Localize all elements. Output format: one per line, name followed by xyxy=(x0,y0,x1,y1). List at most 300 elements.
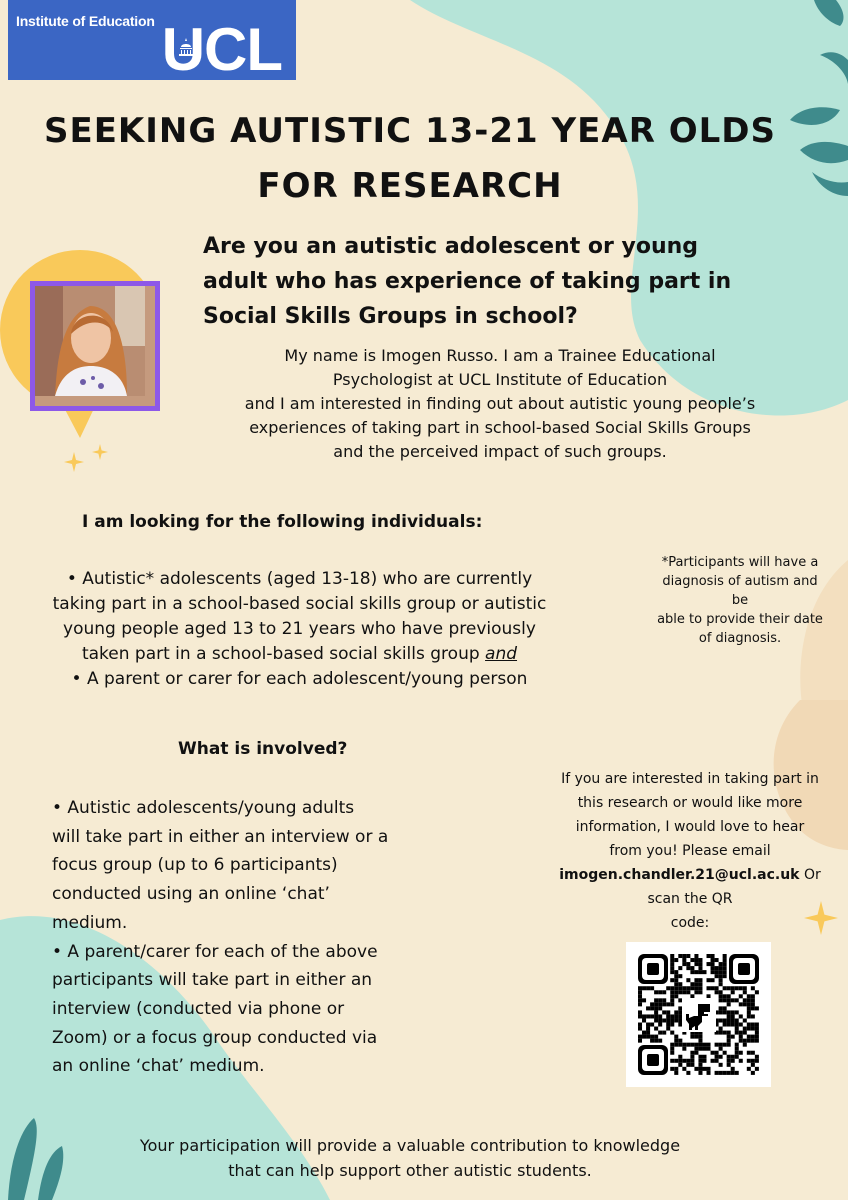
qr-module xyxy=(666,986,670,990)
qr-module xyxy=(638,986,642,990)
qr-module xyxy=(735,998,739,1002)
qr-module xyxy=(686,962,690,966)
qr-module xyxy=(723,954,727,958)
intro-line: and the perceived impact of such groups. xyxy=(333,442,667,461)
qr-module xyxy=(711,970,715,974)
list-line: young people aged 13 to 21 years who have previously xyxy=(63,619,536,639)
qr-module xyxy=(715,1051,719,1055)
qr-module xyxy=(702,1059,706,1063)
qr-module xyxy=(674,1043,678,1047)
qr-module xyxy=(658,1018,662,1022)
qr-module xyxy=(707,978,711,982)
qr-module xyxy=(731,1071,735,1075)
qr-module xyxy=(727,1043,731,1047)
qr-module xyxy=(751,1027,755,1031)
qr-module xyxy=(707,1067,711,1071)
qr-module xyxy=(654,1002,658,1006)
qr-module xyxy=(662,1002,666,1006)
qr-module xyxy=(698,958,702,962)
qr-module xyxy=(731,998,735,1002)
qr-module xyxy=(670,1023,674,1027)
qr-module xyxy=(674,1039,678,1043)
qr-module xyxy=(674,958,678,962)
qr-module xyxy=(698,1035,702,1039)
institute-label: Institute of Education xyxy=(16,13,155,29)
qr-module xyxy=(670,1014,674,1018)
qr-module xyxy=(698,990,702,994)
list-line: participants will take part in either an xyxy=(52,970,373,991)
list-line: an online ‘chat’ medium. xyxy=(52,1056,265,1077)
qr-module xyxy=(674,978,678,982)
qr-module xyxy=(702,1067,706,1071)
qr-module xyxy=(727,1059,731,1063)
qr-module xyxy=(735,1031,739,1035)
qr-module xyxy=(662,1010,666,1014)
qr-module xyxy=(686,978,690,982)
qr-module xyxy=(670,1018,674,1022)
qr-module xyxy=(731,1067,735,1071)
qr-module xyxy=(690,970,694,974)
qr-module xyxy=(670,1043,674,1047)
qr-module xyxy=(638,1002,642,1006)
intro-line: experiences of taking part in school-based Social Skills Groups xyxy=(249,418,751,437)
qr-module xyxy=(670,978,674,982)
contact-line: If you are interested in taking part in xyxy=(561,771,819,787)
qr-module xyxy=(727,986,731,990)
qr-module xyxy=(658,1002,662,1006)
qr-module xyxy=(747,994,751,998)
qr-module xyxy=(678,982,682,986)
qr-module xyxy=(715,1059,719,1063)
qr-module xyxy=(719,1018,723,1022)
qr-module xyxy=(690,1055,694,1059)
qr-module xyxy=(670,970,674,974)
qr-module xyxy=(755,1023,759,1027)
qr-module xyxy=(642,1014,646,1018)
qr-module xyxy=(723,1023,727,1027)
qr-module xyxy=(670,1051,674,1055)
qr-module xyxy=(751,1071,755,1075)
qr-module xyxy=(654,1027,658,1031)
contact-line: Or xyxy=(799,867,821,883)
qr-module xyxy=(642,1035,646,1039)
qr-module xyxy=(662,1018,666,1022)
qr-module xyxy=(747,1010,751,1014)
qr-module xyxy=(686,1063,690,1067)
qr-module xyxy=(743,1043,747,1047)
qr-module xyxy=(638,1010,642,1014)
page-title xyxy=(30,104,790,214)
qr-module xyxy=(715,1043,719,1047)
qr-module xyxy=(694,986,698,990)
qr-module xyxy=(690,1063,694,1067)
qr-module xyxy=(727,1039,731,1043)
qr-module xyxy=(694,978,698,982)
qr-module xyxy=(670,1059,674,1063)
list-item xyxy=(52,794,432,938)
qr-module xyxy=(727,1010,731,1014)
qr-module xyxy=(694,962,698,966)
qr-module xyxy=(731,1010,735,1014)
qr-module xyxy=(702,970,706,974)
qr-module xyxy=(690,994,694,998)
qr-module xyxy=(674,974,678,978)
list-item xyxy=(12,567,587,667)
qr-module xyxy=(751,1059,755,1063)
qr-module xyxy=(747,1006,751,1010)
qr-module xyxy=(694,1043,698,1047)
qr-module xyxy=(690,958,694,962)
qr-module xyxy=(719,962,723,966)
qr-module xyxy=(715,990,719,994)
qr-module xyxy=(747,1014,751,1018)
qr-module xyxy=(658,1023,662,1027)
qr-finder-bottom-left xyxy=(638,1045,668,1075)
qr-module xyxy=(678,1055,682,1059)
qr-module xyxy=(743,1018,747,1022)
qr-module xyxy=(682,1059,686,1063)
qr-module xyxy=(719,970,723,974)
qr-module xyxy=(743,1002,747,1006)
qr-module xyxy=(723,1006,727,1010)
qr-module xyxy=(727,1014,731,1018)
qr-module xyxy=(678,1006,682,1010)
qr-module xyxy=(743,1027,747,1031)
qr-module xyxy=(698,982,702,986)
qr-module xyxy=(715,986,719,990)
qr-module xyxy=(698,1055,702,1059)
footnote-line: *Participants will have a xyxy=(661,555,819,570)
qr-module xyxy=(755,1055,759,1059)
qr-module xyxy=(743,998,747,1002)
qr-module xyxy=(702,1055,706,1059)
qr-module xyxy=(638,1014,642,1018)
qr-module xyxy=(694,958,698,962)
qr-module xyxy=(711,954,715,958)
qr-module xyxy=(674,1014,678,1018)
qr-module xyxy=(723,974,727,978)
qr-module xyxy=(670,966,674,970)
qr-module xyxy=(747,1039,751,1043)
qr-module xyxy=(727,1018,731,1022)
qr-module xyxy=(694,990,698,994)
qr-module xyxy=(727,1002,731,1006)
qr-module xyxy=(658,1006,662,1010)
qr-module xyxy=(715,958,719,962)
qr-module xyxy=(751,1014,755,1018)
intro-line: and I am interested in finding out about autistic young people’s xyxy=(244,394,756,413)
intro-line: My name is Imogen Russo. I am a Trainee Educational xyxy=(284,346,716,365)
qr-module xyxy=(747,1059,751,1063)
qr-module xyxy=(698,1047,702,1051)
contact-line: code: xyxy=(670,915,710,931)
qr-module xyxy=(654,1006,658,1010)
qr-module xyxy=(739,1002,743,1006)
qr-module xyxy=(707,962,711,966)
qr-module xyxy=(751,986,755,990)
qr-module xyxy=(731,986,735,990)
qr-module xyxy=(670,1031,674,1035)
qr-module xyxy=(674,970,678,974)
involved-heading: What is involved? xyxy=(178,739,348,759)
qr-module xyxy=(698,1059,702,1063)
closing-statement xyxy=(60,1133,760,1183)
qr-module xyxy=(719,1031,723,1035)
qr-module xyxy=(670,958,674,962)
qr-module xyxy=(694,1067,698,1071)
qr-module xyxy=(686,990,690,994)
qr-module xyxy=(650,1006,654,1010)
qr-module xyxy=(690,1043,694,1047)
qr-module xyxy=(674,990,678,994)
list-line: conducted using an online ‘chat’ xyxy=(52,884,330,905)
qr-module xyxy=(698,966,702,970)
qr-module xyxy=(666,1027,670,1031)
qr-module xyxy=(678,1018,682,1022)
qr-module xyxy=(654,1014,658,1018)
portrait-illustration xyxy=(35,286,145,396)
qr-module xyxy=(747,1023,751,1027)
qr-module xyxy=(723,998,727,1002)
title-line: FOR RESEARCH xyxy=(257,166,563,206)
qr-module xyxy=(711,962,715,966)
qr-module xyxy=(727,994,731,998)
list-line: • Autistic adolescents/young adults xyxy=(52,798,355,818)
qr-module xyxy=(727,1031,731,1035)
involvement-list xyxy=(52,794,432,1081)
qr-module xyxy=(739,986,743,990)
qr-module xyxy=(686,1043,690,1047)
qr-module xyxy=(650,1035,654,1039)
intro-line: Psychologist at UCL Institute of Education xyxy=(332,370,668,389)
email-link[interactable]: imogen.chandler.21@ucl.ac.uk xyxy=(559,867,800,883)
qr-module xyxy=(682,1043,686,1047)
researcher-photo xyxy=(30,281,160,411)
qr-module xyxy=(666,1018,670,1022)
qr-module xyxy=(707,1047,711,1051)
qr-module xyxy=(638,1027,642,1031)
qr-module xyxy=(686,954,690,958)
qr-module xyxy=(719,1047,723,1051)
qr-module xyxy=(682,986,686,990)
qr-module xyxy=(698,978,702,982)
qr-code[interactable] xyxy=(626,942,771,1087)
qr-module xyxy=(670,986,674,990)
qr-module xyxy=(650,1023,654,1027)
qr-module xyxy=(739,1035,743,1039)
qr-module xyxy=(654,1039,658,1043)
qr-module xyxy=(694,982,698,986)
qr-module xyxy=(723,1018,727,1022)
qr-finder-top-right xyxy=(729,954,759,984)
contact-line: information, I would love to hear xyxy=(575,819,805,835)
qr-module xyxy=(751,1023,755,1027)
qr-module xyxy=(674,1018,678,1022)
qr-module xyxy=(646,1035,650,1039)
qr-module xyxy=(727,1023,731,1027)
list-item xyxy=(52,938,432,1082)
qr-module xyxy=(735,1043,739,1047)
qr-module xyxy=(690,982,694,986)
qr-module xyxy=(755,1039,759,1043)
qr-module xyxy=(678,1043,682,1047)
qr-module xyxy=(666,1002,670,1006)
qr-module xyxy=(743,986,747,990)
qr-module xyxy=(658,998,662,1002)
qr-module xyxy=(735,1047,739,1051)
qr-module xyxy=(646,986,650,990)
qr-module xyxy=(727,1055,731,1059)
qr-module xyxy=(638,1023,642,1027)
qr-module xyxy=(674,994,678,998)
qr-module xyxy=(735,1055,739,1059)
qr-module xyxy=(658,1031,662,1035)
qr-module xyxy=(723,1071,727,1075)
question-line: Social Skills Groups in school? xyxy=(203,304,578,329)
intro-paragraph xyxy=(200,344,800,464)
qr-module xyxy=(723,970,727,974)
list-line: • A parent/carer for each of the above xyxy=(52,941,378,962)
qr-module xyxy=(751,1051,755,1055)
diagnosis-footnote xyxy=(635,553,845,648)
qr-module xyxy=(723,1031,727,1035)
qr-module xyxy=(711,978,715,982)
qr-module xyxy=(711,1051,715,1055)
qr-module xyxy=(723,1051,727,1055)
list-line: interview (conducted via phone or xyxy=(52,998,345,1019)
qr-module xyxy=(747,1002,751,1006)
qr-module xyxy=(682,962,686,966)
qr-module xyxy=(719,994,723,998)
qr-finder-top-left xyxy=(638,954,668,984)
qr-module xyxy=(678,998,682,1002)
qr-module xyxy=(739,1023,743,1027)
sparkle-icon xyxy=(64,452,84,472)
qr-module xyxy=(751,1006,755,1010)
qr-module xyxy=(719,998,723,1002)
qr-module xyxy=(638,994,642,998)
qr-module xyxy=(650,986,654,990)
qr-module xyxy=(694,970,698,974)
qr-module xyxy=(674,986,678,990)
qr-module xyxy=(682,958,686,962)
qr-module xyxy=(735,1027,739,1031)
qr-module xyxy=(739,994,743,998)
qr-module xyxy=(670,994,674,998)
qr-module xyxy=(674,1067,678,1071)
qr-module xyxy=(654,990,658,994)
eligibility-list xyxy=(12,567,587,692)
qr-module xyxy=(638,1035,642,1039)
qr-module xyxy=(747,1051,751,1055)
qr-module xyxy=(723,958,727,962)
qr-module xyxy=(698,1043,702,1047)
list-line: Zoom) or a focus group conducted via xyxy=(52,1027,378,1048)
qr-module xyxy=(707,1071,711,1075)
qr-module xyxy=(747,998,751,1002)
qr-module xyxy=(670,1047,674,1051)
qr-module xyxy=(731,1014,735,1018)
qr-module xyxy=(638,998,642,1002)
qr-module xyxy=(715,966,719,970)
qr-module xyxy=(735,1051,739,1055)
ucl-logo xyxy=(8,0,296,83)
qr-module xyxy=(723,962,727,966)
qr-module xyxy=(723,994,727,998)
qr-module xyxy=(731,1059,735,1063)
qr-module xyxy=(678,990,682,994)
qr-module xyxy=(719,966,723,970)
qr-module xyxy=(698,1067,702,1071)
title-line: SEEKING AUTISTIC 13-21 YEAR OLDS xyxy=(43,111,776,151)
qr-module xyxy=(678,1014,682,1018)
closing-line: that can help support other autistic students. xyxy=(228,1161,592,1180)
qr-module xyxy=(743,990,747,994)
qr-module xyxy=(739,1059,743,1063)
qr-module xyxy=(698,1071,702,1075)
qr-module xyxy=(658,1014,662,1018)
qr-pattern xyxy=(638,954,759,1075)
qr-module xyxy=(727,1071,731,1075)
qr-module xyxy=(727,998,731,1002)
qr-module xyxy=(739,1039,743,1043)
qr-module xyxy=(650,1039,654,1043)
qr-module xyxy=(698,1063,702,1067)
qr-module xyxy=(715,974,719,978)
qr-module xyxy=(719,1043,723,1047)
qr-module xyxy=(678,1063,682,1067)
qr-module xyxy=(678,1010,682,1014)
qr-module xyxy=(646,1031,650,1035)
qr-module xyxy=(642,986,646,990)
qr-module xyxy=(755,1006,759,1010)
qr-module xyxy=(646,1027,650,1031)
qr-module xyxy=(747,1035,751,1039)
qr-module xyxy=(670,954,674,958)
qr-module xyxy=(723,966,727,970)
qr-module xyxy=(646,1006,650,1010)
qr-module xyxy=(674,1035,678,1039)
qr-module xyxy=(755,990,759,994)
qr-module xyxy=(719,1063,723,1067)
qr-module xyxy=(735,1023,739,1027)
qr-module xyxy=(715,1055,719,1059)
ucl-wordmark: UCL xyxy=(161,16,282,83)
qr-module xyxy=(751,1002,755,1006)
qr-module xyxy=(727,1035,731,1039)
qr-module xyxy=(670,998,674,1002)
qr-module xyxy=(731,1055,735,1059)
qr-module xyxy=(690,986,694,990)
contact-line: from you! Please email xyxy=(609,843,771,859)
qr-module xyxy=(670,1067,674,1071)
footnote-line: be xyxy=(731,593,749,608)
qr-module xyxy=(707,994,711,998)
qr-module xyxy=(694,1047,698,1051)
qr-module xyxy=(735,1010,739,1014)
qr-module xyxy=(670,1002,674,1006)
qr-module xyxy=(723,986,727,990)
qr-module xyxy=(723,1010,727,1014)
qr-module xyxy=(731,1023,735,1027)
qr-module xyxy=(678,1023,682,1027)
qr-module xyxy=(674,1059,678,1063)
list-line: taking part in a school-based social skills group or autistic xyxy=(52,594,547,614)
qr-module xyxy=(755,1027,759,1031)
footnote-line: able to provide their date xyxy=(657,612,823,627)
qr-module xyxy=(751,998,755,1002)
qr-module xyxy=(711,958,715,962)
